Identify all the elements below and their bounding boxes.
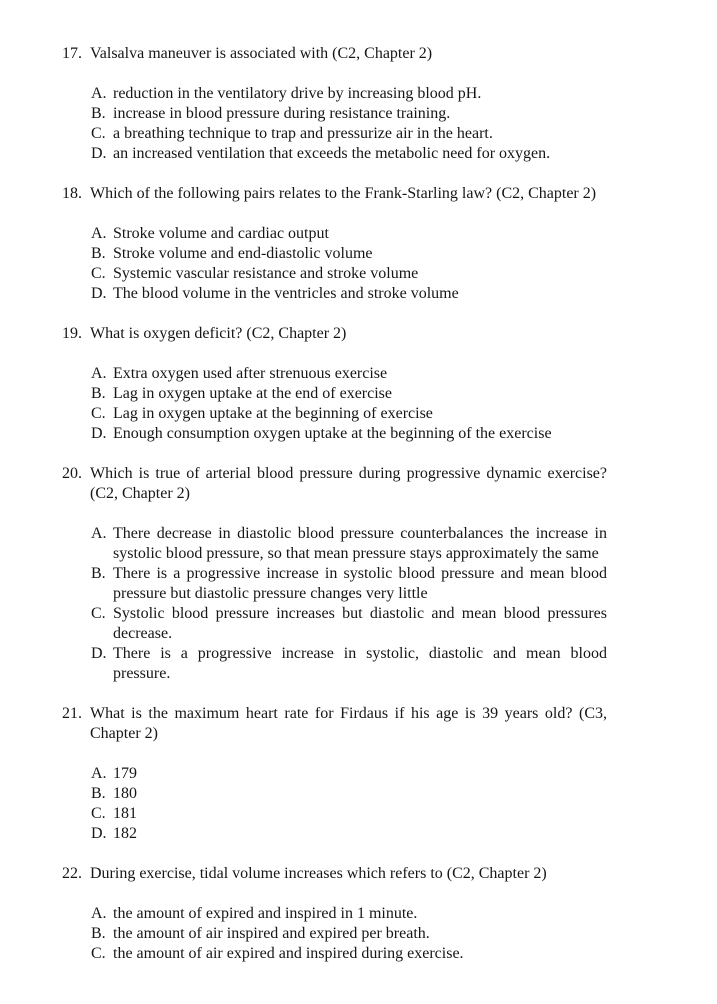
option-item: [91, 424, 607, 444]
option-item: [91, 804, 607, 824]
option-text: Lag in oxygen uptake at the beginning of exercise: [113, 405, 433, 422]
option-text: 179: [113, 765, 137, 782]
option-label: B.: [91, 925, 106, 942]
option-text: the amount of expired and inspired in 1 minute.: [113, 905, 418, 922]
question-text: Which of the following pairs relates to the Frank-Starling law? (C2, Chapter 2): [90, 185, 597, 202]
question-stem: [62, 864, 607, 884]
option-label: C.: [91, 805, 106, 822]
option-label: A.: [91, 765, 107, 782]
option-text: 181: [113, 805, 137, 822]
question-text: What is oxygen deficit? (C2, Chapter 2): [90, 325, 347, 342]
option-list: [91, 224, 607, 304]
option-item: [91, 824, 607, 844]
option-label: D.: [91, 145, 107, 162]
option-label: C.: [91, 405, 106, 422]
option-item: [91, 284, 607, 304]
option-label: B.: [91, 785, 106, 802]
option-label: C.: [91, 265, 106, 282]
option-text: increase in blood pressure during resistance training.: [113, 105, 451, 122]
option-text: Stroke volume and end-diastolic volume: [113, 245, 373, 262]
question-stem: [62, 324, 607, 344]
option-text: the amount of air inspired and expired per breath.: [113, 925, 430, 942]
question-stem: [62, 184, 607, 204]
option-text: reduction in the ventilatory drive by increasing blood pH.: [113, 85, 482, 102]
option-text: The blood volume in the ventricles and stroke volume: [113, 285, 459, 302]
option-label: A.: [91, 225, 107, 242]
option-list: [91, 364, 607, 444]
option-label: B.: [91, 385, 106, 402]
option-label: A.: [91, 525, 107, 542]
option-text: There is a progressive increase in systolic, diastolic and mean blood pressure.: [113, 645, 607, 682]
option-list: [91, 524, 607, 684]
option-item: [91, 224, 607, 244]
option-text: Lag in oxygen uptake at the end of exercise: [113, 385, 392, 402]
question-number: 19.: [62, 325, 82, 342]
option-list: [91, 904, 607, 964]
question-stem: [62, 704, 607, 744]
question-text: What is the maximum heart rate for Firdaus if his age is 39 years old? (C3, Chapter 2): [90, 705, 607, 742]
question: [62, 864, 607, 964]
question-number: 17.: [62, 45, 82, 62]
option-text: the amount of air expired and inspired during exercise.: [113, 945, 464, 962]
option-label: C.: [91, 605, 106, 622]
option-label: D.: [91, 285, 107, 302]
option-label: A.: [91, 365, 107, 382]
option-label: C.: [91, 125, 106, 142]
option-item: [91, 904, 607, 924]
option-label: D.: [91, 425, 107, 442]
option-list: [91, 84, 607, 164]
option-label: A.: [91, 85, 107, 102]
option-list: [91, 764, 607, 844]
option-item: [91, 84, 607, 104]
option-item: [91, 604, 607, 644]
option-text: 182: [113, 825, 137, 842]
option-item: [91, 144, 607, 164]
question: [62, 44, 607, 164]
question: [62, 704, 607, 844]
option-label: C.: [91, 945, 106, 962]
option-item: [91, 524, 607, 564]
option-label: D.: [91, 645, 107, 662]
option-item: [91, 384, 607, 404]
question-stem: [62, 44, 607, 64]
option-label: B.: [91, 245, 106, 262]
option-text: a breathing technique to trap and pressurize air in the heart.: [113, 125, 493, 142]
option-text: 180: [113, 785, 137, 802]
option-label: A.: [91, 905, 107, 922]
option-text: Systolic blood pressure increases but diastolic and mean blood pressures decrease.: [113, 605, 607, 642]
option-item: [91, 764, 607, 784]
option-text: There is a progressive increase in systolic blood pressure and mean blood pressure but diastolic pressure changes very little: [113, 565, 607, 602]
question-list: [62, 44, 607, 964]
question-number: 22.: [62, 865, 82, 882]
option-text: Enough consumption oxygen uptake at the beginning of the exercise: [113, 425, 552, 442]
option-text: Systemic vascular resistance and stroke volume: [113, 265, 419, 282]
option-item: [91, 124, 607, 144]
question-text: Which is true of arterial blood pressure during progressive dynamic exercise? (C2, Chapter 2): [90, 465, 607, 502]
question: [62, 464, 607, 684]
option-label: B.: [91, 105, 106, 122]
option-item: [91, 244, 607, 264]
option-item: [91, 924, 607, 944]
option-item: [91, 944, 607, 964]
option-text: an increased ventilation that exceeds the metabolic need for oxygen.: [113, 145, 551, 162]
option-item: [91, 404, 607, 424]
option-item: [91, 564, 607, 604]
option-label: B.: [91, 565, 106, 582]
option-label: D.: [91, 825, 107, 842]
option-item: [91, 644, 607, 684]
question-text: During exercise, tidal volume increases which refers to (C2, Chapter 2): [90, 865, 547, 882]
question-stem: [62, 464, 607, 504]
option-text: There decrease in diastolic blood pressure counterbalances the increase in systolic blood pressure, so that mean pressure stays approximately the same: [113, 525, 607, 562]
option-item: [91, 784, 607, 804]
option-text: Extra oxygen used after strenuous exercise: [113, 365, 388, 382]
option-item: [91, 104, 607, 124]
option-item: [91, 264, 607, 284]
question-number: 21.: [62, 705, 82, 722]
question-text: Valsalva maneuver is associated with (C2, Chapter 2): [90, 45, 433, 62]
question-number: 20.: [62, 465, 82, 482]
question-number: 18.: [62, 185, 82, 202]
question: [62, 324, 607, 444]
question: [62, 184, 607, 304]
option-text: Stroke volume and cardiac output: [113, 225, 329, 242]
option-item: [91, 364, 607, 384]
